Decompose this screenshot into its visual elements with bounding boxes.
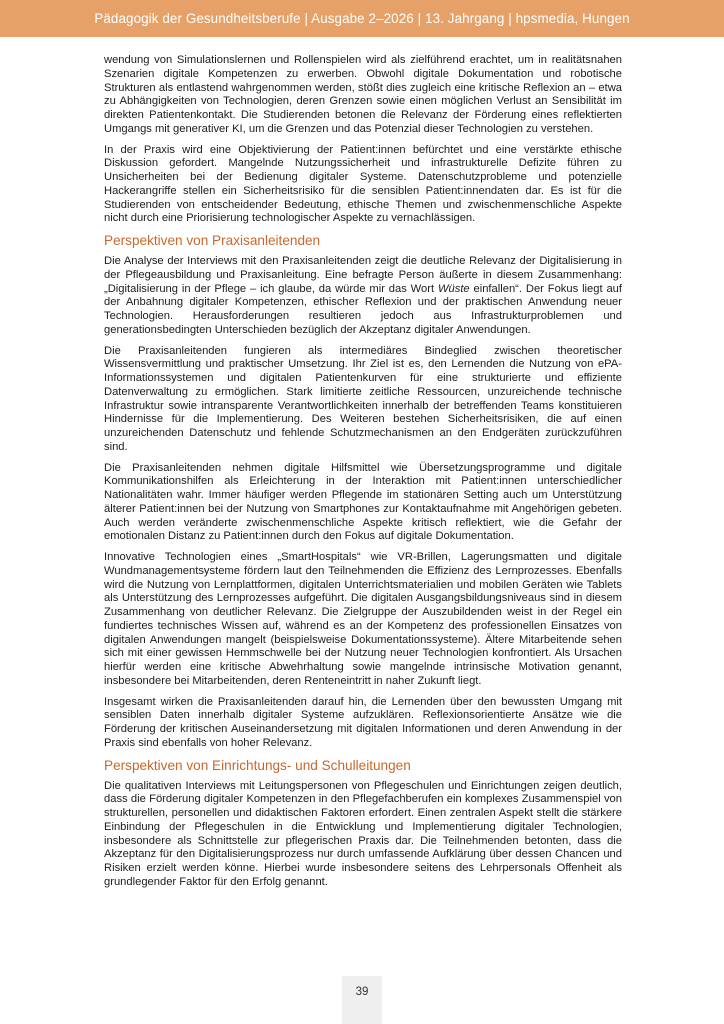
journal-header-title: Pädagogik der Gesundheitsberufe | Ausgabe 2–2026 | 13. Jahrgang | hpsmedia, Hungen xyxy=(94,11,630,26)
article-body xyxy=(104,54,622,897)
paragraph-3-emphasis: Wüste xyxy=(437,282,470,295)
page-number: 39 xyxy=(355,986,369,998)
page-number-box xyxy=(342,976,382,1024)
journal-header xyxy=(0,0,724,37)
paragraph-3-part-b: einfallen“. Der Fokus liegt auf der Anbahnung digitaler Kompetenzen, ethischer Reflexion und der praktischen Anwendung neuer Technologien. Herausforderungen resultieren jedoch aus Infrastrukturproblemen und generationsbedingten Unterschieden bezüglich der Akzeptanz digitaler Anwendungen. xyxy=(104,282,622,336)
paragraph-5: Die Praxisanleitenden nehmen digitale Hilfsmittel wie Übersetzungsprogramme und digitale Kommunikationshilfen als Erleichterung in der Interaktion mit Patient:innen unterschiedlicher Nationalitäten wahr. Immer häufiger werden Pflegende im stationären Setting auch um Unterstützung älterer Patient:innen bei der Nutzung von Smartphones zur Kontaktaufnahme mit Angehörigen gebeten. Auch werden veränderte zwischenmenschliche Aspekte kritisch reflektiert, wie die Gefahr der emotionalen Distanz zu Patient:innen durch den Fokus auf digitale Dokumentation. xyxy=(104,461,622,543)
paragraph-1: wendung von Simulationslernen und Rollenspielen wird als zielführend erachtet, um in realitätsnahen Szenarien digitale Kompetenzen zu erwerben. Obwohl digitale Dokumentation und robotische Strukturen als entlastend wahrgenommen werden, stößt dies zugleich eine kritische Reflexion an – etwa zu Abhängigkeiten von Technologien, deren Grenzen sowie einen möglichen Verlust an Sensibilität im direkten Patientenkontakt. Die Studierenden betonen die Relevanz der Förderung eines reflektierten Umgangs mit generativer KI, um die Grenzen und das Potenzial dieser Technologien zu verstehen. xyxy=(104,54,622,135)
paragraph-3-part-a: Die Analyse der Interviews mit den Praxisanleitenden zeigt die deutliche Relevanz der Digitalisierung in der Pflegeausbildung und Praxisanleitung. Eine befragte Person äußerte in diesem Zusammenhang: „Digitalisierung in der Pflege – ich glaube, da würde mir das Wort xyxy=(104,255,622,295)
section-heading-praxisanleitende: Perspektiven von Praxisanleitenden xyxy=(104,233,321,248)
paragraph-4: Die Praxisanleitenden fungieren als intermediäres Bindeglied zwischen theoretischer Wissensvermittlung und praktischer Umsetzung. Ihr Ziel ist es, den Lernenden die Nutzung von ePA-Informationssystemen und digitalen Patientenkurven für eine strukturierte und effiziente Datenverwaltung zu ermöglichen. Stark limitierte zeitliche Ressourcen, unzureichende technische Infrastruktur sowie intransparente Verantwortlichkeiten innerhalb der betreffenden Teams konstituieren Hindernisse für die Implementierung. Des Weiteren bestehen Sicherheitsrisiken, die auf einen unzureichenden Datenschutz und fehlende Schutzmechanismen an den Endgeräten zurückzuführen sind. xyxy=(104,344,622,453)
paragraph-6: Innovative Technologien eines „SmartHospitals“ wie VR-Brillen, Lagerungsmatten und digitale Wundmanagementsysteme fördern laut den Teilnehmenden die Effizienz des Lernprozesses. Ebenfalls wird die Nutzung von Lernplattformen, digitalen Unterrichtsmaterialien und mobilen Geräten wie Tablets als Unterstützung des Lernprozesses aufgeführt. Die digitalen Ausgangsbildungsniveaus sind in diesem Zusammenhang von deutlicher Relevanz. Die Zielgruppe der Auszubildenden weist in der Regel ein fundiertes technisches Wissen auf, während es an der Kompetenz des professionellen Einsatzes von digitalen Anwendungen mangelt (beispielsweise Dokumentationssysteme). Ältere Mitarbeitende sehen sich mit einer gewissen Hemmschwelle bei der Nutzung neuer Technologien konfrontiert. Als Ursachen hierfür werden eine kritische Abwehrhaltung sowie mangelnde intrinsische Motivation genannt, insbesondere bei Mitarbeitenden, deren Renteneintritt in naher Zukunft liegt. xyxy=(104,551,622,687)
paragraph-2: In der Praxis wird eine Objektivierung der Patient:innen befürchtet und eine verstärkte ethische Diskussion gefordert. Mangelnde Nutzungssicherheit und infrastrukturelle Defizite führen zu Unsicherheiten bei der Bedienung digitaler Systeme. Datenschutzprobleme und potenzielle Hackerangriffe stellen ein Sicherheitsrisiko für die sensiblen Patient:innendaten dar. Es ist für die Studierenden von entscheidender Bedeutung, ethische Themen und zwischenmenschliche Aspekte nicht durch eine Priorisierung technologischer Aspekte zu vernachlässigen. xyxy=(104,143,622,225)
paragraph-7: Insgesamt wirken die Praxisanleitenden darauf hin, die Lernenden über den bewussten Umgang mit sensiblen Daten innerhalb digitaler Systeme aufzuklären. Reflexionsorientierte Ansätze wie die Förderung der kritischen Auseinandersetzung mit digitalen Informationen und deren Anwendung in der Praxis sind ebenfalls von hoher Relevanz. xyxy=(104,695,622,749)
section-heading-leitungen: Perspektiven von Einrichtungs- und Schulleitungen xyxy=(104,757,411,773)
paragraph-3 xyxy=(104,255,622,338)
paragraph-8: Die qualitativen Interviews mit Leitungspersonen von Pflegeschulen und Einrichtungen zeigen deutlich, dass die Förderung digitaler Kompetenzen in den Pflegefachberufen ein komplexes Zusammenspiel von strukturellen, personellen und didaktischen Faktoren erfordert. Einen zentralen Aspekt stellt die stärkere Einbindung der Pflegeschulen in die Entwicklung und Implementierung digitaler Technologien, insbesondere als Schnittstelle zur pflegerischen Praxis dar. Die Teilnehmenden betonten, dass die Akzeptanz für den Digitalisierungsprozess nur durch umfassende Aufklärung über dessen Chancen und Risiken erzielt werden könne. Hierbei wurde insbesondere seitens des Lehrpersonals Offenheit als grundlegender Faktor für den Erfolg genannt. xyxy=(104,779,622,888)
